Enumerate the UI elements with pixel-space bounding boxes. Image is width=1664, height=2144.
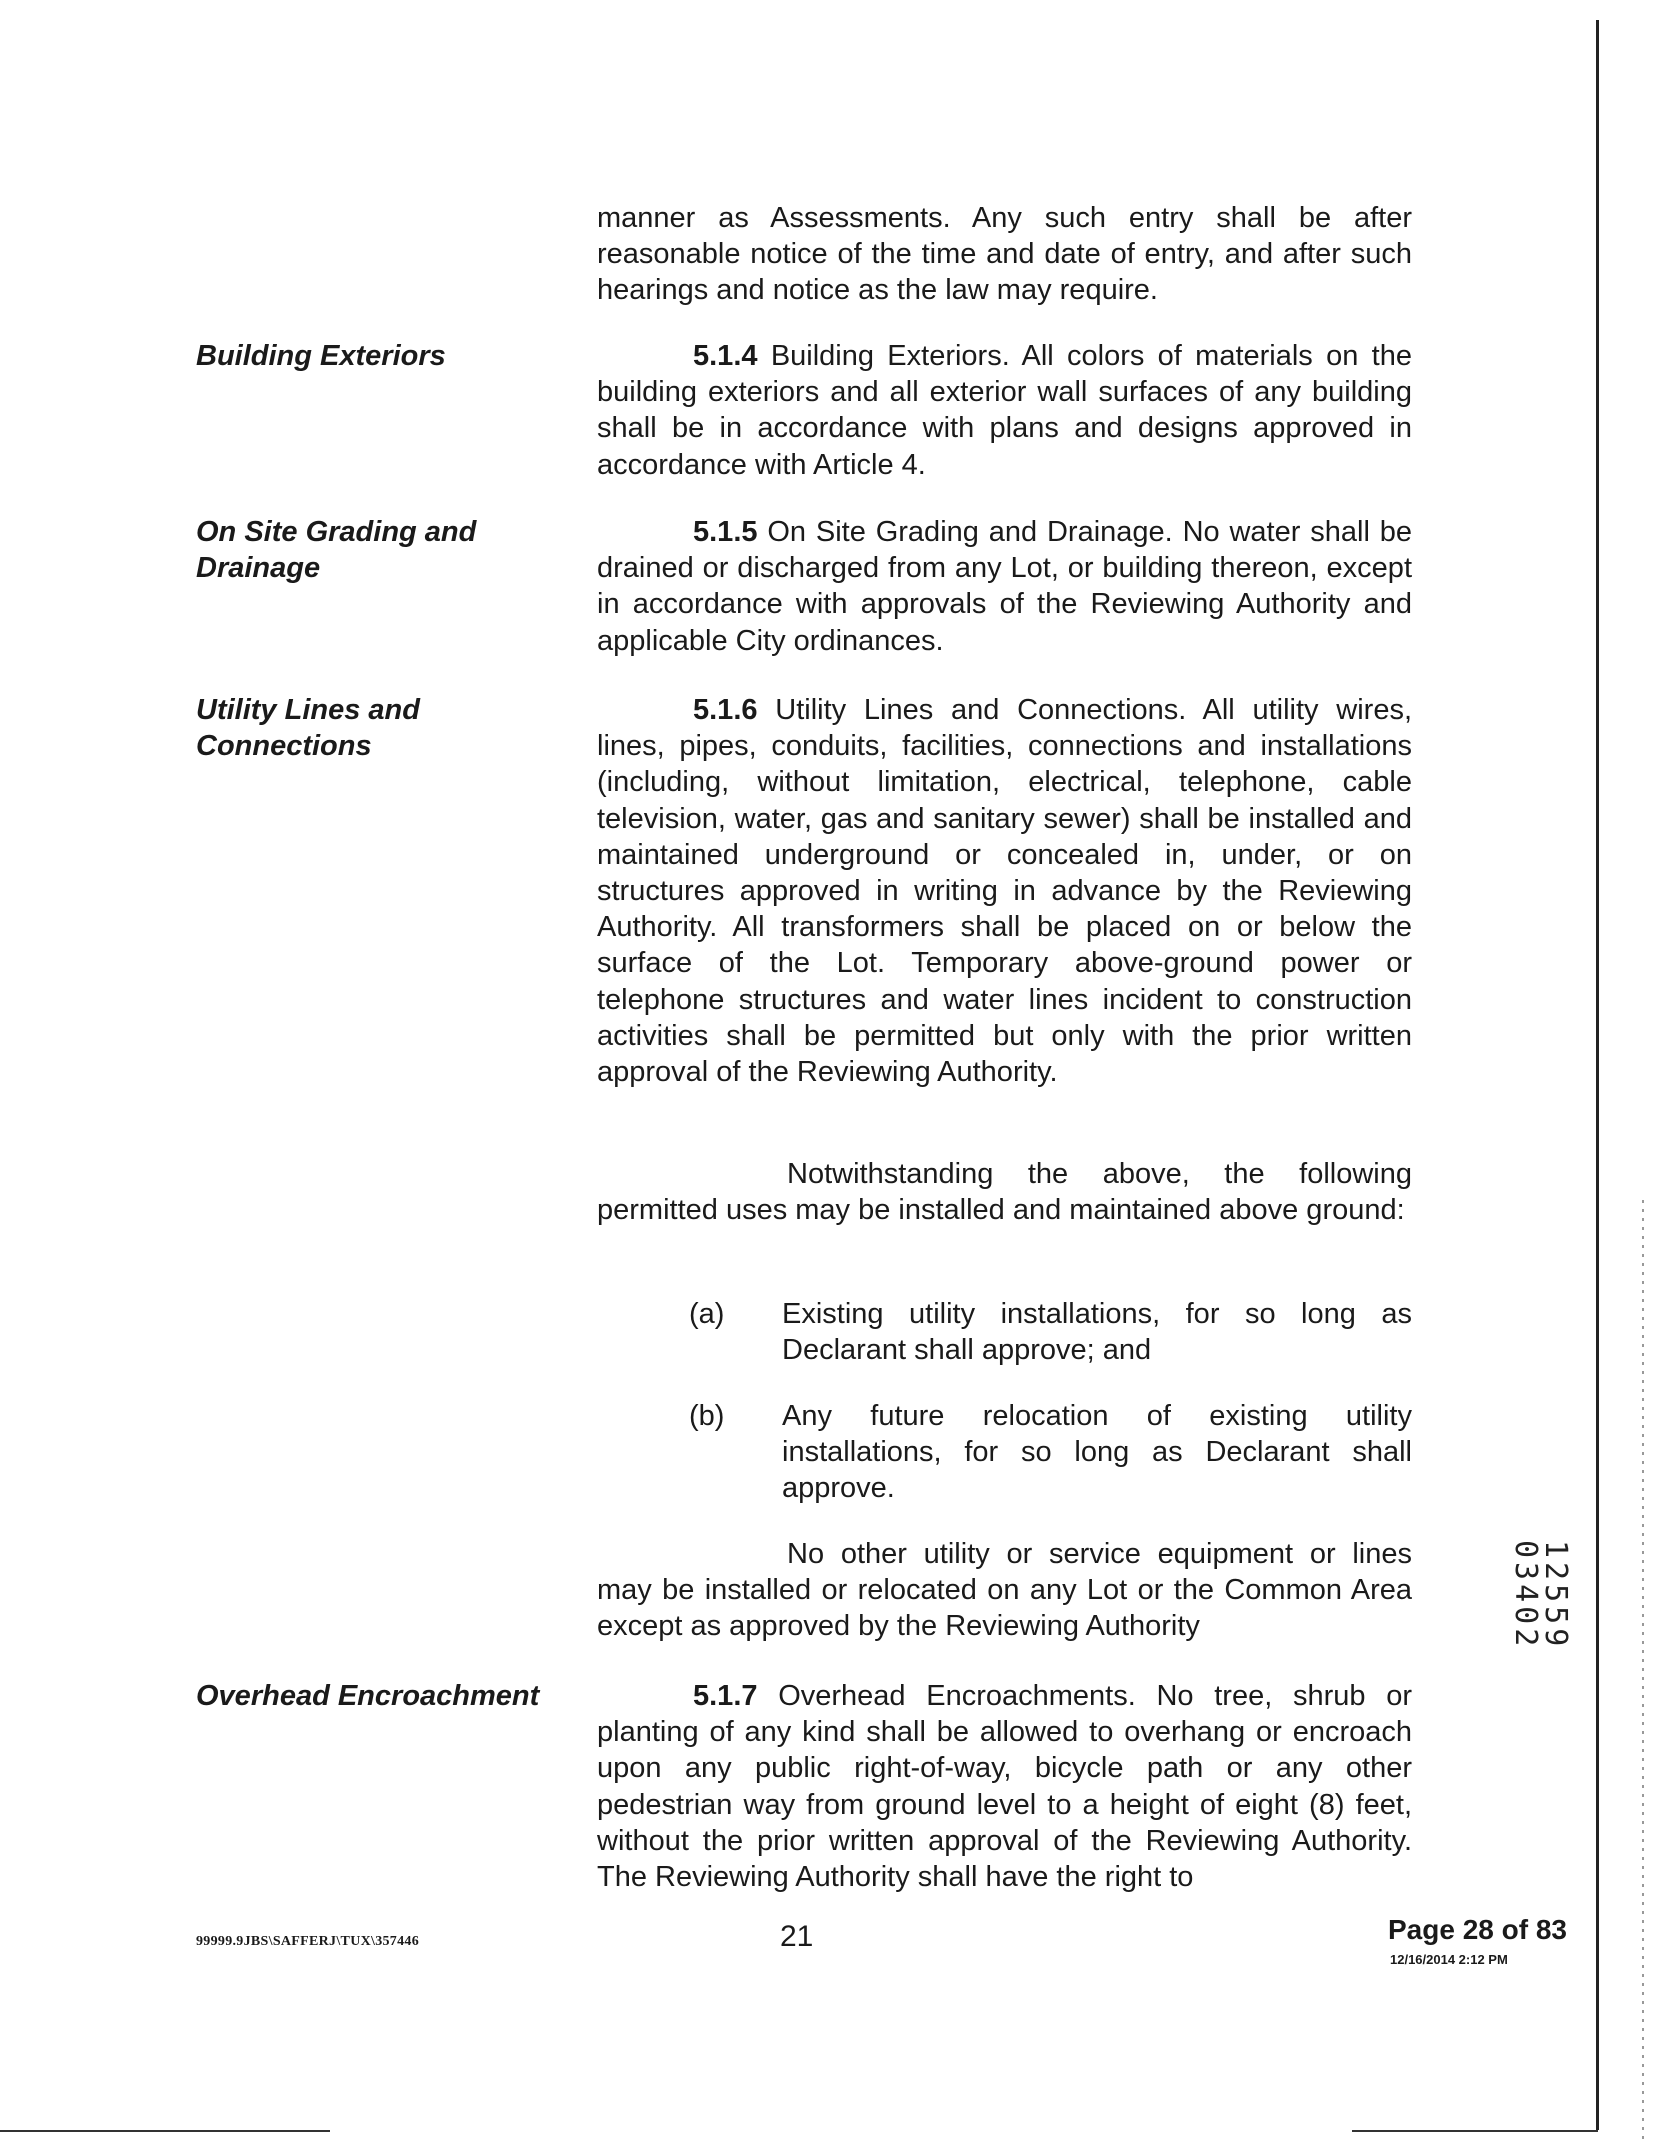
list-marker: (b) [689, 1400, 725, 1432]
list-text: Existing utility installations, for so long as Declarant shall approve; and [782, 1298, 1412, 1367]
stamp-upper: 12559 [1538, 1540, 1573, 1651]
section-text: On Site Grading and Drainage. No water shall be drained or discharged from any Lot, or building thereon, except in accordance with approvals of the Reviewing Authority and applicable City ordinances. [597, 516, 1413, 657]
section-number: 5.1.7 [693, 1680, 758, 1712]
continuation-paragraph: manner as Assessments. Any such entry shall be after reasonable notice of the time and date of entry, and after such hearings and notice as the law may require. [597, 202, 1412, 307]
heading-building-exteriors: Building Exteriors [196, 340, 446, 372]
page-number: 21 [780, 1920, 814, 1953]
recording-stamp [1508, 1540, 1573, 1651]
section-number: 5.1.5 [693, 516, 758, 548]
document-id: 99999.9JBS\SAFFERJ\TUX\357446 [196, 1934, 419, 1949]
section-5-1-6 [597, 692, 1412, 1090]
section-text: Utility Lines and Connections. All utility wires, lines, pipes, conduits, facilities, connections and installations (including, without limitation, electrical, telephone, cable television, water, gas and sanitary sewer) shall be installed and maintained underground or concealed in, under, or on structures approved in writing in advance by the Reviewing Authority. All transformers shall be placed on or below the surface of the Lot. Temporary above-ground power or telephone structures and water lines incident to construction activities shall be permitted but only with the prior written approval of the Reviewing Authority. [597, 694, 1413, 1089]
heading-utility-lines: Utility Lines and Connections [196, 694, 420, 763]
edge-dotted-line [1642, 1200, 1644, 2140]
no-other-paragraph: No other utility or service equipment or lines may be installed or relocated on any Lot or the Common Area except as approved by the Reviewing Authority [597, 1538, 1412, 1643]
section-number: 5.1.4 [693, 340, 758, 372]
right-margin-rule [1596, 20, 1599, 2130]
section-text: Building Exteriors. All colors of materials on the building exteriors and all exterior wall surfaces of any building shall be in accordance with plans and designs approved in accordance with Article 4. [597, 340, 1412, 481]
bottom-rule-left [0, 2130, 330, 2132]
heading-on-site-grading: On Site Grading and Drainage [196, 516, 477, 585]
section-number: 5.1.6 [693, 694, 758, 726]
bottom-rule-right [1352, 2130, 1598, 2132]
page-of-count: Page 28 of 83 [1388, 1914, 1567, 1945]
section-5-1-7 [597, 1678, 1412, 1895]
stamp-lower: 03402 [1508, 1540, 1543, 1651]
section-text: Overhead Encroachments. No tree, shrub or planting of any kind shall be allowed to overhang or encroach upon any public right-of-way, bicycle path or any other pedestrian way from ground level to a height of eight (8) feet, without the prior written approval of the Reviewing Authority. The Reviewing Authority shall have the right to [597, 1680, 1412, 1894]
section-5-1-5 [597, 514, 1412, 659]
list-text: Any future relocation of existing utility installations, for so long as Declarant shall approve. [782, 1400, 1412, 1505]
section-5-1-4 [597, 338, 1412, 483]
heading-overhead-encroachment: Overhead Encroachment [196, 1680, 540, 1712]
print-timestamp: 12/16/2014 2:12 PM [1390, 1952, 1508, 1967]
list-marker: (a) [689, 1298, 725, 1330]
notwithstanding-paragraph: Notwithstanding the above, the following permitted uses may be installed and maintained above ground: [597, 1158, 1412, 1227]
